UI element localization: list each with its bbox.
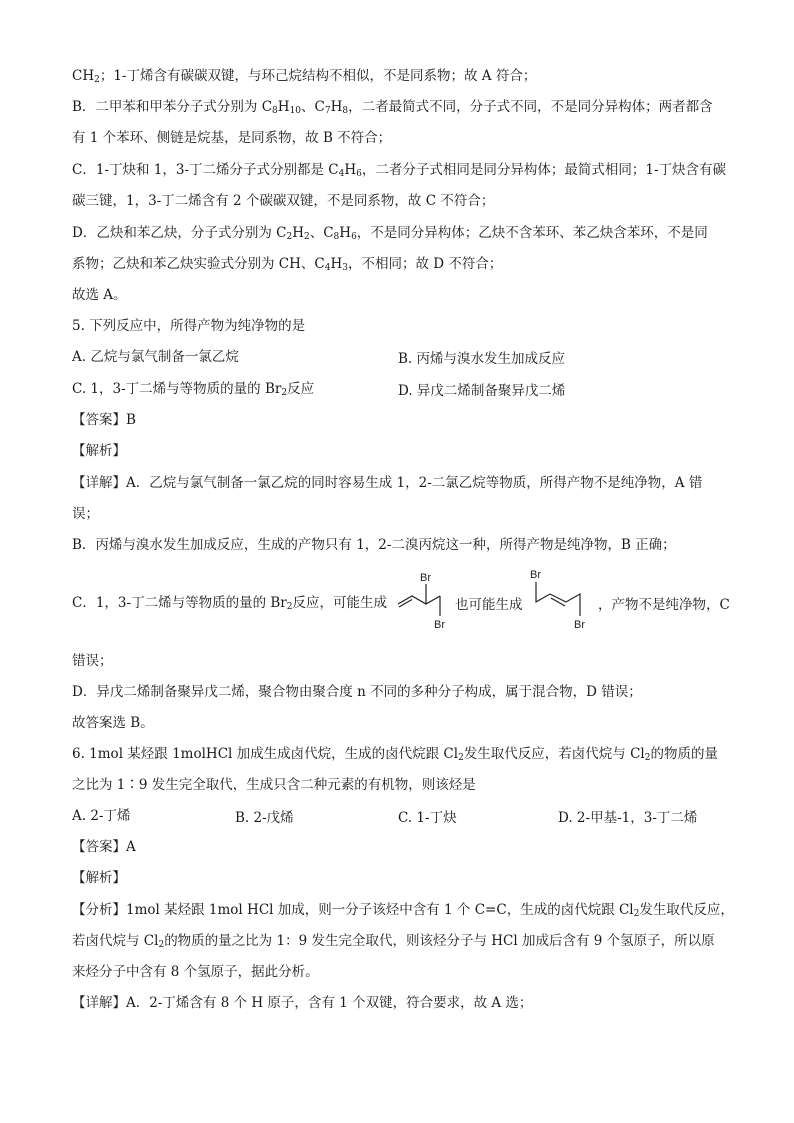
- explanation-line-5: 碳三键，1，3-丁二烯含有 2 个碳碳双键，不是同系物，故 C 不符合；: [72, 193, 495, 209]
- q6-option-c: C. 1-丁炔: [398, 810, 457, 826]
- q5-detail-a-cont: 误；: [72, 506, 99, 522]
- answer-value: A: [126, 839, 136, 855]
- q6-option-b: B. 2-戊烯: [235, 810, 294, 826]
- q5-detail-c-cont: 错误；: [72, 653, 113, 669]
- q5-stem: 5. 下列反应中，所得产物为纯净物的是: [72, 318, 306, 334]
- q5-conclusion: 故答案选 B。: [72, 715, 154, 731]
- q5-detail-b: B．丙烯与溴水发生加成反应，生成的产物只有 1，2-二溴丙烷这一种，所得产物是纯净物，B 正确；: [72, 537, 676, 553]
- explanation-line-4: C．1-丁炔和 1，3-丁二烯分子式分别都是 $C_4H_6$，二者分子式相同是同分异构体；最简式相同；1-丁炔含有碳: [72, 162, 727, 179]
- explanation-line-3: 有 1 个苯环、侧链是烷基，是同系物，故 B 不符合；: [72, 130, 392, 146]
- q5-analysis-tag: 【解析】: [72, 443, 126, 459]
- molecule-3-4-dibromo-1-butene: [394, 568, 460, 634]
- answer-tag: 【答案】: [72, 412, 126, 428]
- q6-stem-line-2: 之比为 1∶9 发生完全取代，生成只含二种元素的有机物，则该烃是: [72, 777, 476, 793]
- molecule-1-4-dibromo-2-butene: [528, 566, 602, 632]
- q6-stem-line-1: 6. 1mol 某烃跟 1molHCl 加成生成卤代烷，生成的卤代烷跟 $Cl_2$发生取代反应，若卤代烷与 $Cl_2$的物质的量: [72, 746, 718, 763]
- q5-detail-c-text: C．1，3-丁二烯与等物质的量的 $Br_2$反应，可能生成: [72, 595, 387, 612]
- q6-answer: [72, 837, 136, 857]
- explanation-line-2: B．二甲苯和甲苯分子式分别为 $C_8H_{10}$、$C_7H_8$，二者最简式不同，分子式不同，不是同分异构体；两者都含: [72, 99, 713, 116]
- explanation-line-1: $CH_2$；1-丁烯含有碳碳双键，与环己烷结构不相似，不是同系物；故 A 符合；: [72, 68, 537, 85]
- q6-option-a: A. 2-丁烯: [72, 808, 131, 824]
- q6-analysis-line-2: 若卤代烷与 $Cl_2$的物质的量之比为 1：9 发生完全取代，则该烃分子与 HCl 加成后含有 9 个氢原子，所以原: [72, 933, 715, 950]
- answer-tag: 【答案】: [72, 839, 126, 855]
- q6-detail-a: 【详解】A．2-丁烯含有 8 个 H 原子，含有 1 个双键，符合要求，故 A 选；: [72, 995, 533, 1011]
- q5-detail-d: D．异戊二烯制备聚异戊二烯，聚合物由聚合度 n 不同的多种分子构成，属于混合物，D 错误；: [72, 684, 642, 700]
- bromo-label: Br: [574, 619, 585, 631]
- q6-analysis-line-3: 来烃分子中含有 8 个氢原子，据此分析。: [72, 964, 319, 980]
- q6-option-d: D. 2-甲基-1，3-丁二烯: [558, 810, 698, 826]
- explanation-line-8: 故选 A。: [72, 287, 127, 303]
- q6-analysis-tag: 【解析】: [72, 870, 126, 886]
- q5-option-b: B. 丙烯与溴水发生加成反应: [398, 351, 566, 367]
- answer-value: B: [126, 412, 136, 428]
- q5-option-a: A. 乙烷与氯气制备一氯乙烷: [72, 349, 239, 365]
- q5-detail-a: 【详解】A．乙烷与氯气制备一氯乙烷的同时容易生成 1，2-二氯乙烷等物质，所得产物不是纯净物，A 错: [72, 475, 703, 491]
- bromo-label: Br: [420, 572, 431, 584]
- q5-answer: [72, 410, 136, 430]
- bromo-label: Br: [434, 619, 445, 631]
- bromo-label: Br: [530, 569, 541, 581]
- q5-detail-c-end: ，产物不是纯净物，C: [598, 597, 730, 613]
- q6-analysis-line-1: 【分析】1mol 某烃跟 1mol HCl 加成，则一分子该烃中含有 1 个 C=C，生成的卤代烷跟 $Cl_2$发生取代反应，: [72, 902, 734, 919]
- q5-option-d: D. 异戊二烯制备聚异戊二烯: [398, 383, 566, 399]
- explanation-line-7: 系物；乙炔和苯乙炔实验式分别为 CH、$C_4H_3$，不相同；故 D 不符合；: [72, 256, 503, 273]
- q5-option-c: C. 1，3-丁二烯与等物质的量的 $Br_2$反应: [72, 381, 315, 398]
- q5-detail-c-middle: 也可能生成: [455, 597, 523, 613]
- explanation-line-6: D．乙炔和苯乙炔，分子式分别为 $C_2H_2$、$C_8H_6$，不是同分异构体；乙炔不含苯环、苯乙炔含苯环，不是同: [72, 225, 708, 242]
